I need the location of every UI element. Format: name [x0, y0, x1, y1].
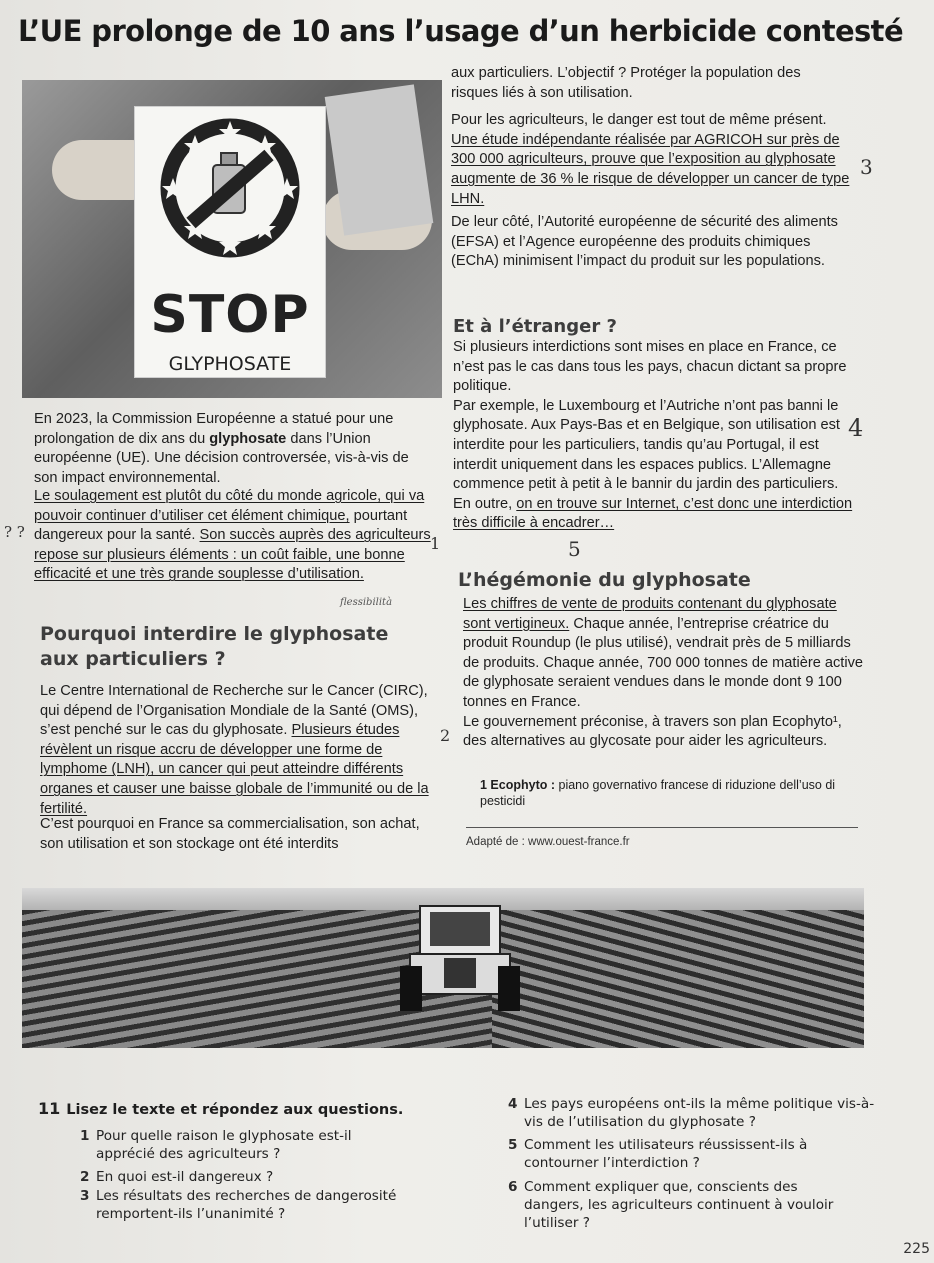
article-title: L’UE prolonge de 10 ans l’usage d’un herbicide contesté	[18, 14, 904, 48]
intro-text-1: En 2023, la Commission Européenne a statué pour une prolongation de dix ans du	[34, 411, 394, 447]
exercise-title	[38, 1099, 403, 1118]
question-number: 5	[508, 1137, 518, 1153]
question-2	[80, 1168, 396, 1186]
right-column	[451, 64, 851, 272]
handwritten-scribble: flessibilità	[340, 597, 393, 608]
left-france	[40, 815, 430, 854]
question-text: Pour quelle raison le glyphosate est-il apprécié des agriculteurs ?	[96, 1128, 352, 1162]
heading-hegemonie: L’hégémonie du glyphosate	[458, 569, 751, 591]
source-divider	[466, 827, 858, 828]
stop-glyphosate-sign	[134, 106, 326, 378]
handwritten-mark-2: 2	[440, 726, 451, 745]
footnote-text: piano governativo francese di riduzione dell’uso di pesticidi	[480, 778, 836, 808]
question-3	[80, 1187, 436, 1223]
footnote-label: 1 Ecophyto :	[480, 778, 556, 792]
eu-ban-icon	[155, 113, 305, 263]
intro-paragraph	[34, 410, 434, 488]
right-p7: Le gouvernement préconise, à travers son plan Ecophyto¹, des alternatives au glycosate pour aider les agriculteurs.	[463, 713, 842, 750]
france-paragraph: C’est pourquoi en France sa commercialisation, son achat, son utilisation et son stockage ont été interdits	[40, 816, 420, 852]
leaflet	[325, 84, 434, 235]
success-text-mid: pourtant dangereux pour la santé.	[34, 507, 408, 544]
question-text: Les pays européens ont-ils la même politique vis-à-vis de l’utilisation du glyphosate ?	[524, 1096, 875, 1130]
sign-stop-text: STOP	[150, 285, 310, 345]
exercise-instruction: Lisez le texte et répondez aux questions.	[66, 1102, 404, 1118]
question-number: 4	[508, 1096, 518, 1112]
success-underlined-1: Le soulagement est plutôt du côté du monde agricole, qui va pouvoir continuer d’utiliser cet élément chimique,	[34, 488, 425, 524]
intro-text-2: dans l’Union européenne (UE). Une décision controversée, vis-à-vis de son impact environnemental.	[34, 430, 409, 486]
right-hegemony	[463, 595, 863, 752]
question-text: Comment les utilisateurs réussissent-ils à contourner l’interdiction ?	[524, 1137, 808, 1171]
question-4	[508, 1095, 884, 1131]
question-5	[508, 1136, 854, 1172]
right-p2-text: Pour les agriculteurs, le danger est tout de même présent.	[451, 112, 827, 129]
heading-etranger: Et à l’étranger ?	[453, 316, 617, 337]
right-p3: De leur côté, l’Autorité européenne de sécurité des aliments (EFSA) et l’Agence européenne des produits chimiques (EChA) minimisent l’impact du produit sur les populations.	[451, 214, 838, 270]
question-number: 1	[80, 1128, 90, 1144]
right-p5-underlined: on en trouve sur Internet, c’est donc une interdiction très difficile à encadrer…	[453, 495, 853, 532]
right-p5-text: Par exemple, le Luxembourg et l’Autriche n’ont pas banni le glyphosate. Aux Pays-Bas et en Belgique, son utilisation est interdite pour les particuliers, tandis qu’au Portugal, il est interdit uniquement dans les espaces publics. L’Allemagne commence petit à petit à le bannir du jardin des particuliers. En outre,	[453, 397, 840, 512]
footnote	[480, 777, 850, 809]
question-number: 6	[508, 1179, 518, 1195]
question-6	[508, 1178, 854, 1232]
question-text: Les résultats des recherches de dangerosité remportent-ils l’unanimité ?	[96, 1188, 397, 1222]
circ-paragraph	[40, 682, 440, 819]
question-text: En quoi est-il dangereux ?	[96, 1169, 274, 1185]
right-p6	[463, 595, 863, 713]
left-success	[34, 487, 434, 585]
circ-underlined: Plusieurs études révèlent un risque accru de développer une forme de lymphome (LNH), un cancer qui peut atteindre différents organes et causer une baisse globale de l’immunité ou de la fertilité.	[40, 722, 429, 817]
protest-photo	[22, 80, 442, 398]
right-p6-text: Chaque année, l’entreprise créatrice du produit Roundup (le plus utilisé), vendrait près de 5 milliards de produits. Chaque année, 700 000 tonnes de matière active de glyphosate seraient vendues dans le monde dont 9 100 tonnes en France.	[463, 615, 863, 710]
handwritten-mark-1: 1	[430, 534, 441, 553]
tractor-field-photo	[22, 888, 864, 1048]
right-p5	[453, 397, 853, 534]
exercise-number: 11	[38, 1099, 61, 1118]
intro-bold-term: glyphosate	[209, 430, 287, 447]
right-p1: aux particuliers. L’objectif ? Protéger la population des risques liés à son utilisation.	[451, 65, 801, 101]
right-p2-underlined: Une étude indépendante réalisée par AGRICOH sur près de 300 000 agriculteurs, prouve que l’exposition au glyphosate augmente de 36 % le risque de développer un cancer de type LHN.	[451, 131, 850, 207]
question-text: Comment expliquer que, conscients des dangers, les agriculteurs continuent à vouloir l’utiliser ?	[524, 1179, 834, 1231]
field-rows-right	[492, 910, 864, 1048]
question-1	[80, 1127, 396, 1163]
tractor-icon	[400, 896, 520, 1014]
handwritten-mark-3: 3	[860, 155, 873, 179]
right-p6-underlined: Les chiffres de vente de produits contenant du glyphosate sont vertigineux.	[463, 596, 837, 632]
left-intro	[34, 410, 434, 488]
right-p2	[451, 111, 851, 209]
source-credit: Adapté de : www.ouest-france.fr	[466, 836, 630, 848]
heading-pourquoi: Pourquoi interdire le glyphosate aux particuliers ?	[40, 623, 389, 670]
success-underlined-2: Son succès auprès des agriculteurs repose sur plusieurs éléments : un coût faible, une bonne efficacité et une très grande souplesse d’utilisation.	[34, 527, 431, 583]
right-abroad	[453, 338, 853, 534]
handwritten-mark-4: 4	[848, 414, 864, 442]
handwritten-mark-5: 5	[568, 537, 581, 561]
page-number: 225	[903, 1241, 930, 1257]
success-paragraph	[34, 487, 434, 585]
question-number: 3	[80, 1188, 90, 1204]
sign-glyphosate-text: GLYPHOSATE	[168, 353, 292, 375]
question-number: 2	[80, 1169, 90, 1185]
circ-text: Le Centre International de Recherche sur le Cancer (CIRC), qui dépend de l’Organisation Mondiale de la Santé (OMS), s’est penché sur le cas du glyphosate.	[40, 683, 428, 739]
left-circ	[40, 682, 440, 819]
handwritten-question-marks: ? ?	[4, 523, 25, 541]
right-p4: Si plusieurs interdictions sont mises en place en France, ce n’est pas le cas dans tous les pays, chacun dictant sa propre politique.	[453, 339, 847, 395]
